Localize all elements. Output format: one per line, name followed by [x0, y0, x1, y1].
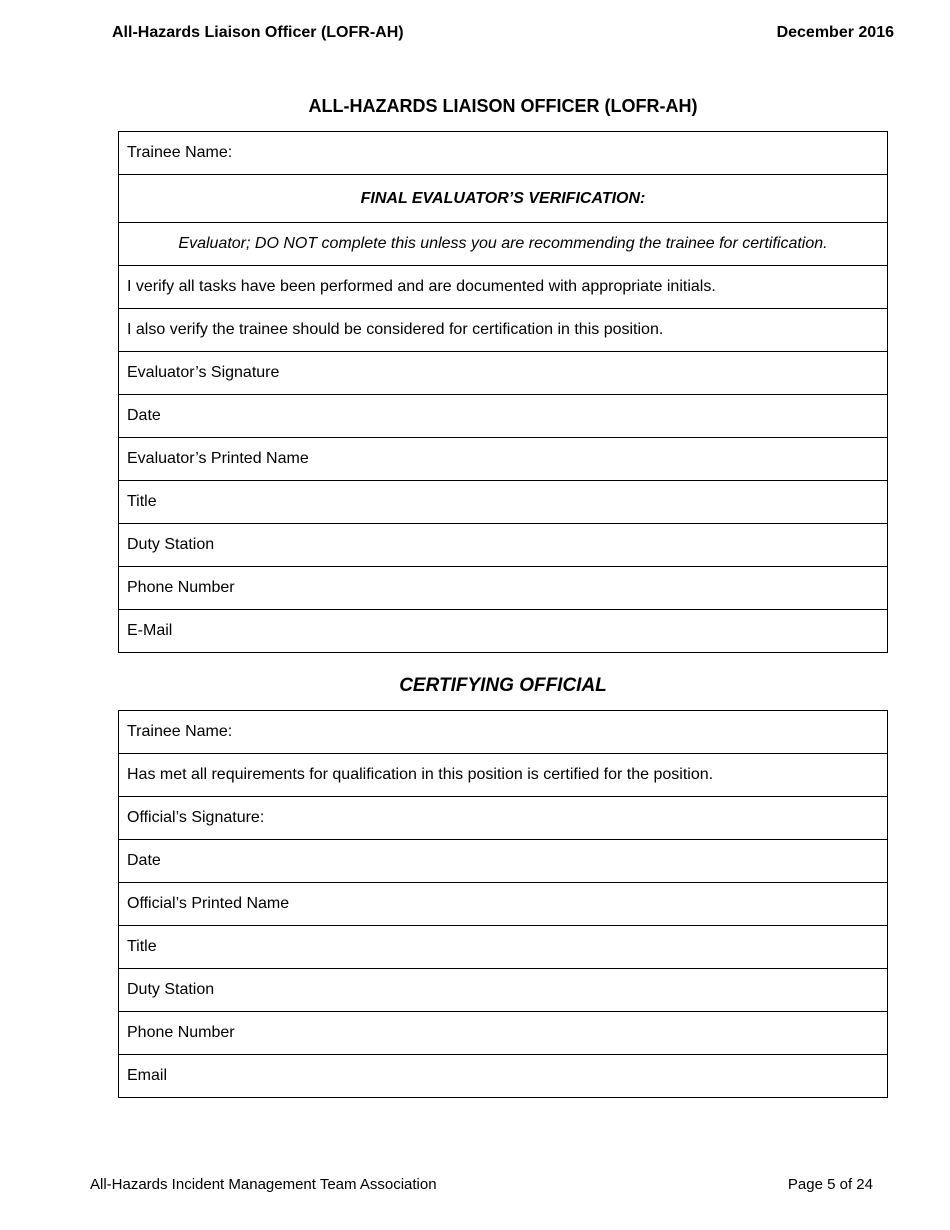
evaluator-date-field[interactable]: Date: [119, 395, 888, 438]
table-row: [119, 567, 888, 610]
table-row: [119, 610, 888, 653]
table-row: [119, 754, 888, 797]
evaluator-verification-table: [118, 131, 888, 653]
qualification-statement: Has met all requirements for qualification in this position is certified for the position.: [119, 754, 888, 797]
official-trainee-name-field[interactable]: Trainee Name:: [119, 711, 888, 754]
table-row: [119, 132, 888, 175]
table-row: [119, 438, 888, 481]
table-row: [119, 352, 888, 395]
footer-organization: All-Hazards Incident Management Team Association: [90, 1176, 437, 1193]
header-date: December 2016: [776, 24, 894, 41]
verify-certification-statement: I also verify the trainee should be considered for certification in this position.: [119, 309, 888, 352]
official-date-field[interactable]: Date: [119, 840, 888, 883]
official-signature-field[interactable]: Official’s Signature:: [119, 797, 888, 840]
table-row: [119, 1012, 888, 1055]
footer-page-number: Page 5 of 24: [787, 1176, 873, 1193]
table-row: [119, 309, 888, 352]
evaluator-printed-name-field[interactable]: Evaluator’s Printed Name: [119, 438, 888, 481]
official-duty-station-field[interactable]: Duty Station: [119, 969, 888, 1012]
table-row: [119, 1055, 888, 1098]
evaluator-title-field[interactable]: Title: [119, 481, 888, 524]
table-row: [119, 797, 888, 840]
official-printed-name-field[interactable]: Official’s Printed Name: [119, 883, 888, 926]
evaluator-email-field[interactable]: E-Mail: [119, 610, 888, 653]
evaluator-phone-field[interactable]: Phone Number: [119, 567, 888, 610]
header-document-title: All-Hazards Liaison Officer (LOFR-AH): [112, 24, 404, 41]
table-row: [119, 175, 888, 223]
table-row: [119, 223, 888, 266]
certifying-official-heading: CERTIFYING OFFICIAL: [399, 675, 607, 696]
table-row: [119, 969, 888, 1012]
evaluator-duty-station-field[interactable]: Duty Station: [119, 524, 888, 567]
page-title: ALL-HAZARDS LIAISON OFFICER (LOFR-AH): [308, 96, 698, 116]
official-email-field[interactable]: Email: [119, 1055, 888, 1098]
evaluator-instruction-note: Evaluator; DO NOT complete this unless you are recommending the trainee for certification.: [119, 223, 888, 266]
trainee-name-field[interactable]: Trainee Name:: [119, 132, 888, 175]
table-row: [119, 883, 888, 926]
verify-tasks-statement: I verify all tasks have been performed and are documented with appropriate initials.: [119, 266, 888, 309]
table-row: [119, 395, 888, 438]
table-row: [119, 711, 888, 754]
certifying-official-table: [118, 710, 888, 1098]
official-phone-field[interactable]: Phone Number: [119, 1012, 888, 1055]
evaluator-signature-field[interactable]: Evaluator’s Signature: [119, 352, 888, 395]
official-title-field[interactable]: Title: [119, 926, 888, 969]
table-row: [119, 524, 888, 567]
final-evaluator-verification-heading: FINAL EVALUATOR’S VERIFICATION:: [119, 175, 888, 223]
table-row: [119, 481, 888, 524]
table-row: [119, 266, 888, 309]
table-row: [119, 840, 888, 883]
table-row: [119, 926, 888, 969]
